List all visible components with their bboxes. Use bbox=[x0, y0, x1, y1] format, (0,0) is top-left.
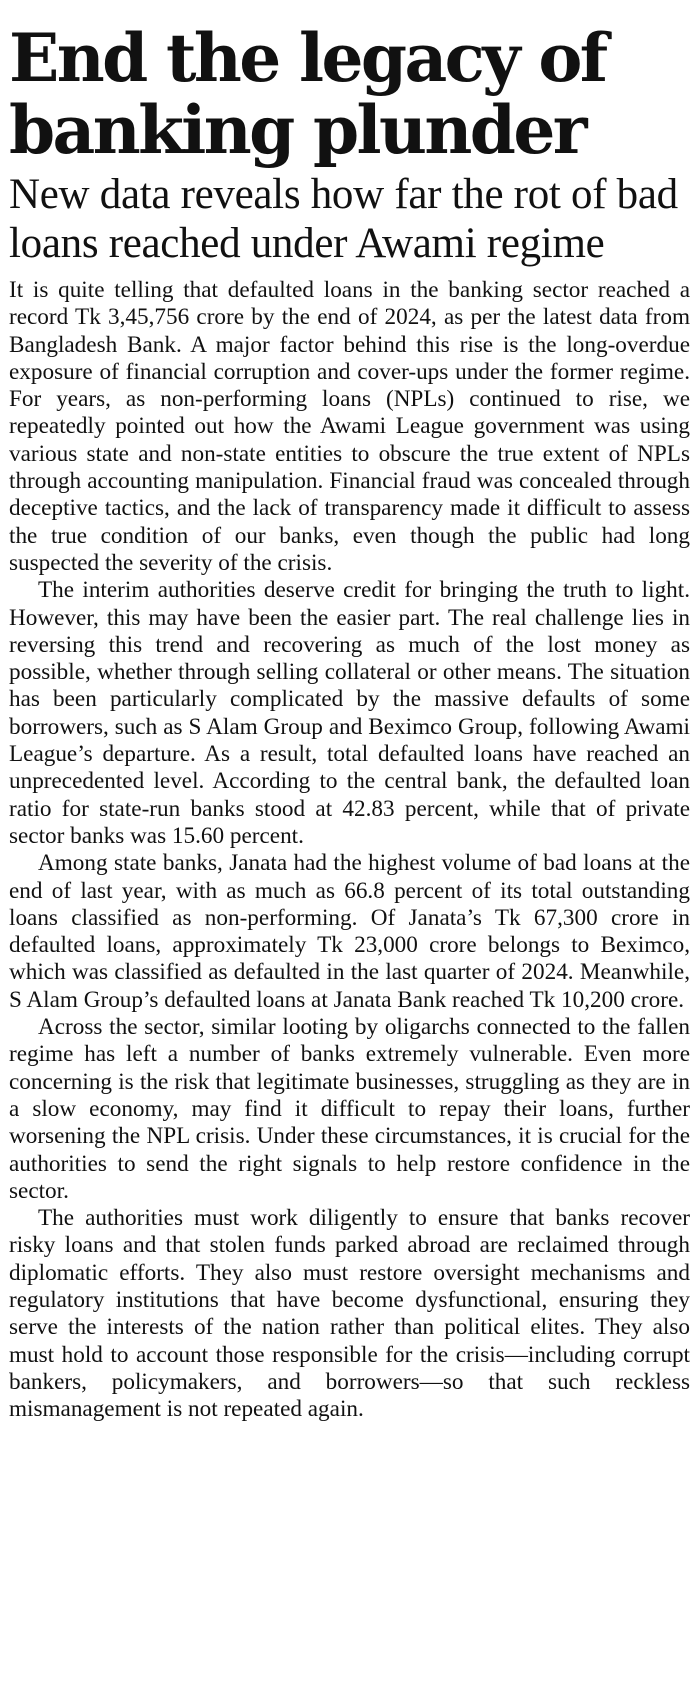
article-body bbox=[9, 277, 690, 1423]
subheadline: New data reveals how far the rot of bad loans reached under Awami regime bbox=[9, 171, 678, 267]
headline: End the legacy of banking plunder bbox=[9, 19, 606, 169]
body-paragraph-5: The authorities must work diligently to ensure that banks recover risky loans and that stolen funds parked abroad are reclaimed through diplomatic efforts. They also must restore oversight mechanisms and regulatory institutions that have become dysfunctional, ensuring they serve the interests of the nation rather than political elites. They also must hold to account those responsible for the crisis—including corrupt bankers, policymakers, and borrowers—so that such reckless mismanagement is not repeated again. bbox=[9, 1205, 690, 1423]
body-paragraph-4: Across the sector, similar looting by oligarchs connected to the fallen regime has left a number of banks extremely vulnerable. Even more concerning is the risk that legitimate businesses, struggling as they are in a slow economy, may find it difficult to repay their loans, further worsening the NPL crisis. Under these circumstances, it is crucial for the authorities to send the right signals to help restore confidence in the sector. bbox=[9, 1014, 690, 1204]
body-paragraph-1: It is quite telling that defaulted loans in the banking sector reached a record Tk 3,45,756 crore by the end of 2024, as per the latest data from Bangladesh Bank. A major factor behind this rise is the long-overdue exposure of financial corruption and cover-ups under the former regime. For years, as non-performing loans (NPLs) continued to rise, we repeatedly pointed out how the Awami League government was using various state and non-state entities to obscure the true extent of NPLs through accounting manipulation. Financial fraud was concealed through deceptive tactics, and the lack of transparency made it difficult to assess the true condition of our banks, even though the public had long suspected the severity of the crisis. bbox=[9, 277, 690, 576]
body-paragraph-2: The interim authorities deserve credit for bringing the truth to light. However, this may have been the easier part. The real challenge lies in reversing this trend and recovering as much of the lost money as possible, whether through selling collateral or other means. The situation has been particularly complicated by the massive defaults of some borrowers, such as S Alam Group and Beximco Group, following Awami League’s departure. As a result, total defaulted loans have reached an unprecedented level. According to the central bank, the defaulted loan ratio for state-run banks stood at 42.83 percent, while that of private sector banks was 15.60 percent. bbox=[9, 577, 690, 849]
body-paragraph-3: Among state banks, Janata had the highest volume of bad loans at the end of last year, with as much as 66.8 percent of its total outstanding loans classified as non-performing. Of Janata’s Tk 67,300 crore in defaulted loans, approximately Tk 23,000 crore belongs to Beximco, which was classified as defaulted in the last quarter of 2024. Meanwhile, S Alam Group’s defaulted loans at Janata Bank reached Tk 10,200 crore. bbox=[9, 850, 690, 1013]
